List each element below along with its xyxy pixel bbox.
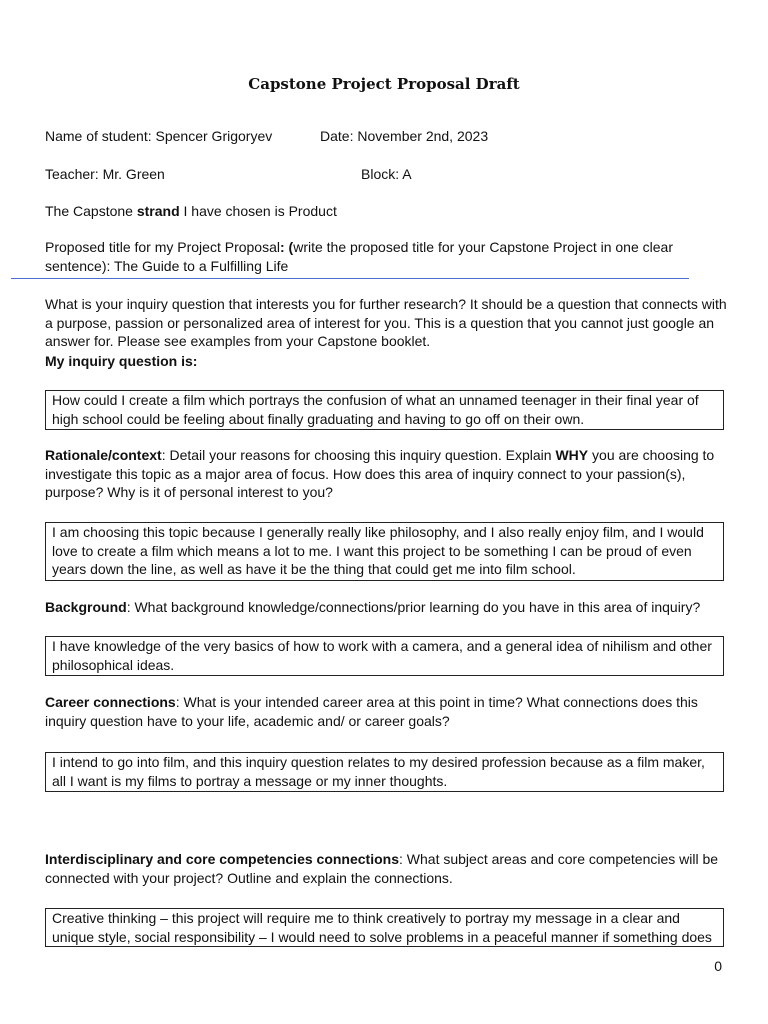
strand-row [45,202,337,220]
rationale-why: WHY [555,447,589,463]
interdisciplinary-heading: Interdisciplinary and core competencies connections [45,851,399,867]
background-heading: Background [45,599,127,615]
block-row [361,165,412,183]
teacher-row [45,165,165,183]
block-label: Block: [361,166,400,182]
interdisciplinary-answer-box[interactable]: Creative thinking – this project will require me to think creatively to portray my message in a clear and unique style, social responsibility – I would need to solve problems in a peaceful manner if something does [45,908,724,947]
rationale-prompt-part1: : Detail your reasons for choosing this inquiry question. Explain [161,447,556,463]
date-row [320,127,488,145]
inquiry-answer-box[interactable]: How could I create a film which portrays the confusion of what an unnamed teenager in their final year of high school could be feeling about finally graduating and having to go off on their own. [45,390,724,430]
strand-prefix: The Capstone [45,203,137,219]
proposed-title-suffix: write the proposed title for your Capstone Project in one clear sentence): The Guide to a Fulfilling Life [45,239,673,274]
student-name-row [45,127,272,145]
block-value: A [402,166,412,182]
background-prompt-text: : What background knowledge/connections/prior learning do you have in this area of inquiry? [126,599,701,615]
teacher-label: Teacher: [45,166,99,182]
career-prompt [45,693,735,730]
background-answer-box[interactable]: I have knowledge of the very basics of how to work with a camera, and a general idea of nihilism and other philosophical ideas. [45,636,724,676]
rationale-answer-box[interactable]: I am choosing this topic because I generally really like philosophy, and I also really enjoy film, and I would love to create a film which means a lot to me. I want this project to be something I can be proud of even years down the line, as well as have it be the thing that could get me into film school. [45,522,724,581]
rationale-prompt [45,446,735,502]
strand-bold: strand [136,203,180,219]
rationale-heading: Rationale/context [45,447,162,463]
career-prompt-text: : What is your intended career area at this point in time? What connections does this inquiry question have to your life, academic and/ or career goals? [45,694,698,729]
strand-suffix: I have chosen is Product [179,203,337,219]
proposed-title-bold: : ( [280,239,294,255]
document-title: Capstone Project Proposal Draft [248,75,520,93]
teacher-value: Mr. Green [102,166,165,182]
horizontal-rule [11,278,689,279]
date-value: November 2nd, 2023 [357,128,489,144]
inquiry-prompt: What is your inquiry question that interests you for further research? It should be a question that connects with a purpose, passion or personalized area of interest for you. This is a question that you cannot just google an answer for. Please see examples from your Capstone booklet. [45,296,727,350]
proposed-title-prefix: Proposed title for my Project Proposal [45,239,280,255]
student-name-value: Spencer Grigoryev [155,128,273,144]
background-prompt [45,598,735,617]
student-name-label: Name of student: [45,128,152,144]
career-answer-box[interactable]: I intend to go into film, and this inquiry question relates to my desired profession because as a film maker, all I want is my films to portray a message or my inner thoughts. [45,752,724,792]
inquiry-heading: My inquiry question is: [45,353,198,369]
rationale-prompt-part2: you are choosing to investigate this topic as a major area of focus. How does this area of inquiry connect to your passion(s), purpose? Why is it of personal interest to you? [45,447,715,501]
proposed-title-paragraph [45,238,735,275]
interdisciplinary-prompt-text: : What subject areas and core competencies will be connected with your project? Outline and explain the connections. [45,851,719,886]
page-number: 0 [714,958,722,974]
interdisciplinary-prompt [45,850,735,887]
career-heading: Career connections [45,694,176,710]
date-label: Date: [320,128,354,144]
